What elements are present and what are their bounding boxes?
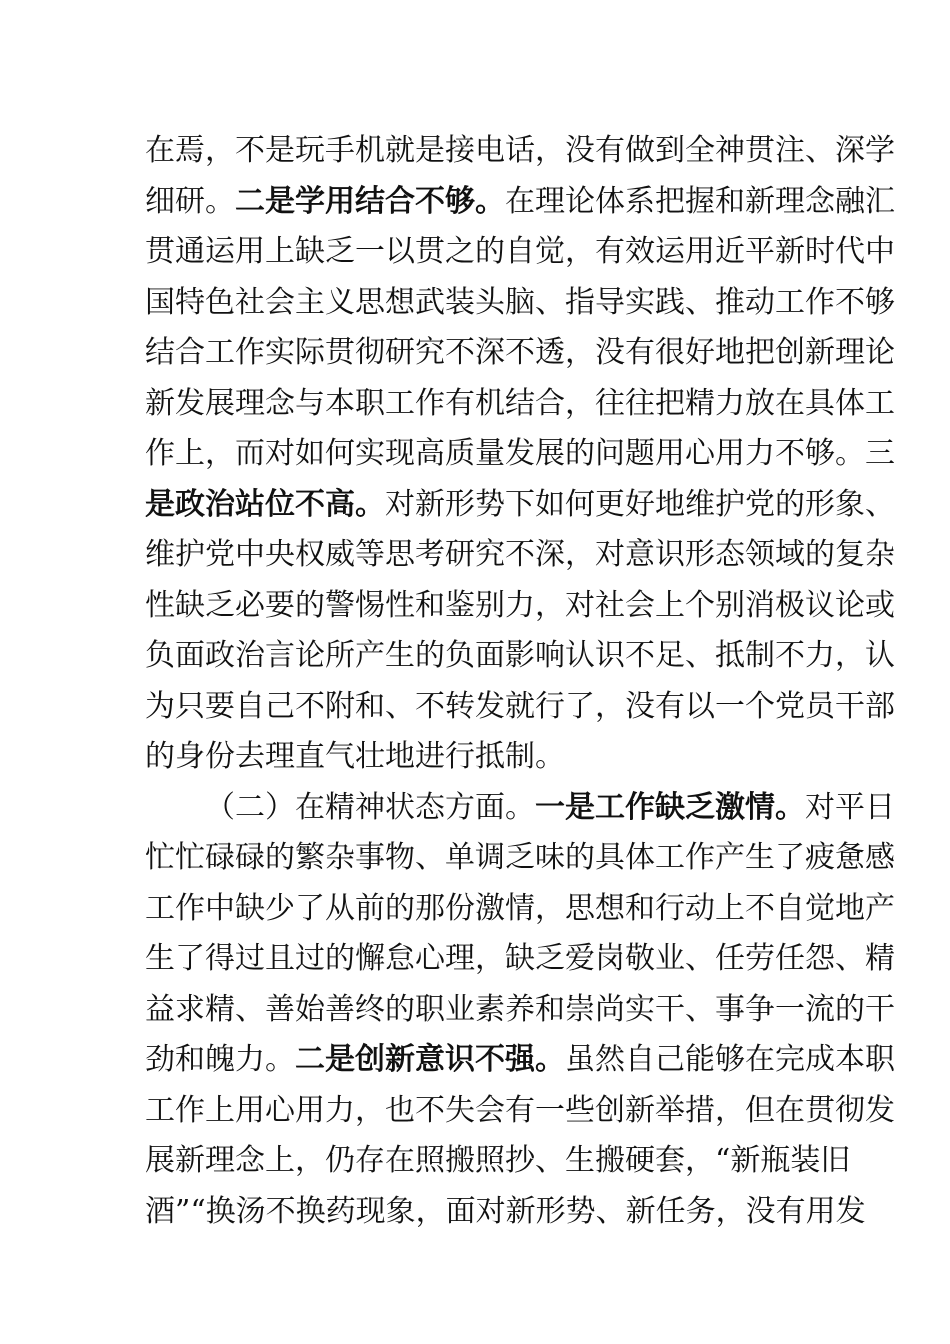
text-span: 维护党中央权威等思考研究不深，对意识形态领域的复杂 — [145, 537, 895, 572]
bold-heading-span: 是政治站位不高。 — [145, 486, 385, 522]
text-span: 国特色社会主义思想武装头脑、指导实践、推动工作不够 — [145, 284, 895, 320]
text-span: 对新形势下如何更好地维护党的形象、 — [385, 486, 895, 522]
text-line — [145, 227, 895, 278]
text-span: 酒”“换汤不换药现象，面对新形势、新任务，没有用发 — [145, 1193, 866, 1229]
text-span: 忙忙碌碌的繁杂事物、单调乏味的具体工作产生了疲惫感 — [145, 840, 895, 875]
section-heading: （二）在精神状态方面。 — [205, 789, 535, 825]
bold-heading-span: 一是工作缺乏激情。 — [535, 789, 805, 825]
text-line — [145, 126, 895, 177]
text-line — [145, 278, 895, 329]
text-line — [145, 884, 895, 935]
text-span: 对平日 — [805, 789, 895, 825]
text-span: 生了得过且过的懈怠心理，缺乏爱岗敬业、任劳任怨、精 — [145, 941, 895, 976]
bold-heading-span: 二是创新意识不强。 — [295, 1042, 565, 1077]
text-line — [145, 581, 895, 632]
text-line — [145, 732, 810, 783]
text-line — [145, 530, 895, 581]
text-line — [145, 1136, 851, 1187]
text-line — [145, 682, 895, 733]
section-heading-line — [145, 783, 895, 834]
text-span: 新发展理念与本职工作有机结合，往往把精力放在具体工 — [145, 385, 895, 421]
text-span: 结合工作实际贯彻研究不深不透，没有很好地把创新理论 — [145, 335, 895, 370]
text-line — [145, 1086, 895, 1137]
text-span: 劲和魄力。 — [145, 1042, 295, 1077]
text-span: 工作上用心用力，也不失会有一些创新举措，但在贯彻发 — [145, 1092, 895, 1128]
text-span: 性缺乏必要的警惕性和鉴别力，对社会上个别消极议论或 — [145, 587, 895, 623]
text-span: 负面政治言论所产生的负面影响认识不足、抵制不力，认 — [145, 638, 895, 673]
text-line — [145, 1035, 895, 1086]
text-span: 在焉，不是玩手机就是接电话，没有做到全神贯注、深学 — [145, 133, 895, 168]
text-span: 贯通运用上缺乏一以贯之的自觉，有效运用近平新时代中 — [145, 234, 895, 269]
text-line — [145, 480, 895, 531]
text-line — [145, 328, 895, 379]
text-span: 展新理念上，仍存在照搬照抄、生搬硬套，“新瓶装旧 — [145, 1143, 851, 1178]
text-line — [145, 379, 895, 430]
text-span: 益求精、善始善终的职业素养和崇尚实干、事争一流的干 — [145, 991, 895, 1027]
text-span: 工作中缺少了从前的那份激情，思想和行动上不自觉地产 — [145, 890, 895, 926]
text-line — [145, 631, 895, 682]
text-span: 的身份去理直气壮地进行抵制。 — [145, 739, 565, 774]
text-span: 虽然自己能够在完成本职 — [565, 1042, 895, 1077]
text-line — [145, 833, 895, 884]
text-line — [145, 1187, 866, 1238]
bold-heading-span: 二是学用结合不够。 — [235, 183, 505, 219]
text-line — [145, 985, 895, 1036]
text-span: 作上，而对如何实现高质量发展的问题用心用力不够。三 — [145, 436, 895, 471]
text-span: 细研。 — [145, 183, 235, 219]
text-span: 在理论体系把握和新理念融汇 — [505, 183, 895, 219]
text-line — [145, 177, 895, 228]
text-line — [145, 934, 895, 985]
text-span: 为只要自己不附和、不转发就行了，没有以一个党员干部 — [145, 688, 895, 724]
document-body — [145, 126, 895, 1237]
text-line — [145, 429, 895, 480]
